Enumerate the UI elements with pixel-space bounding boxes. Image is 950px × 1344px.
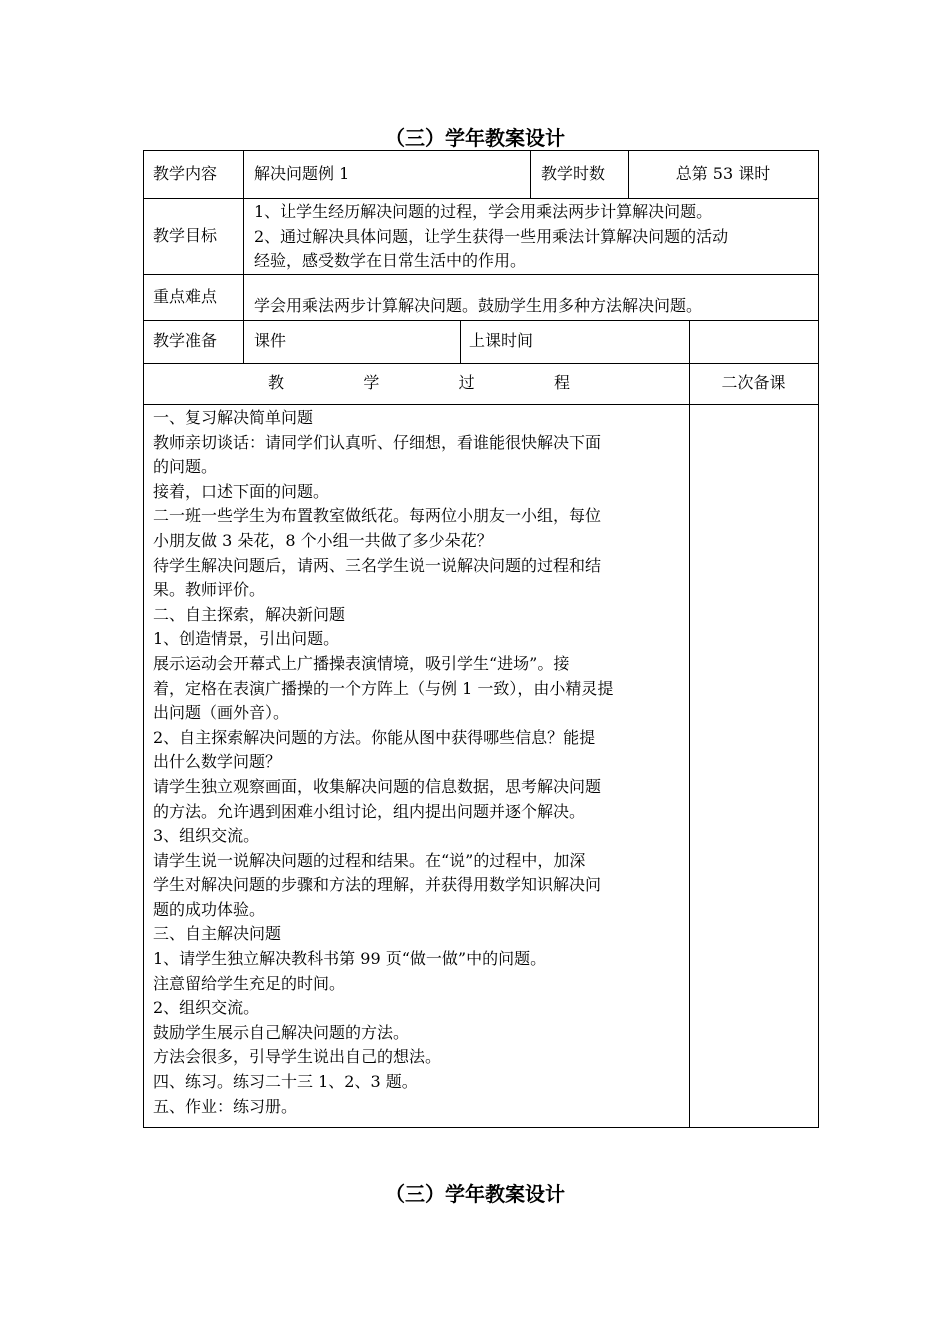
table-border [143, 320, 819, 321]
process-line: 3、组织交流。 [153, 826, 260, 846]
process-line: 请学生说一说解决问题的过程和结果。在“说”的过程中，加深 [153, 850, 586, 870]
process-header-char: 程 [553, 373, 570, 392]
second-prep-label: 二次备课 [721, 373, 786, 392]
process-line: 2、组织交流。 [153, 998, 260, 1018]
process-line: 请学生独立观察画面，收集解决问题的信息数据，思考解决问题 [153, 776, 602, 796]
process-line: 四、练习。练习二十三 1、2、3 题。 [153, 1072, 418, 1092]
page-title-2: （三）学年教案设计 [385, 1182, 565, 1206]
process-line: 的问题。 [153, 457, 218, 477]
process-line: 接着，口述下面的问题。 [153, 481, 330, 501]
process-line: 小朋友做 3 朵花，8 个小组一共做了多少朵花？ [153, 530, 493, 550]
process-line: 题的成功体验。 [153, 899, 266, 919]
process-line: 出问题（画外音）。 [153, 703, 290, 723]
hours-value: 总第 53 课时 [675, 164, 771, 183]
process-line: 果。教师评价。 [153, 580, 266, 600]
process-line: 二一班一些学生为布置教室做纸花。每两位小朋友一小组，每位 [153, 506, 602, 526]
process-content [153, 406, 683, 1119]
content-value: 解决问题例 1 [254, 164, 350, 183]
process-line: 注意留给学生充足的时间。 [153, 973, 346, 993]
process-line: 方法会很多，引导学生说出自己的想法。 [153, 1047, 442, 1067]
process-line: 1、请学生独立解决教科书第 99 页“做一做”中的问题。 [153, 949, 547, 969]
page-title: （三）学年教案设计 [385, 126, 565, 150]
process-line: 五、作业：练习册。 [153, 1096, 298, 1116]
goal-line: 1、让学生经历解决问题的过程，学会用乘法两步计算解决问题。 [254, 202, 713, 221]
process-line: 待学生解决问题后，请两、三名学生说一说解决问题的过程和结 [153, 555, 602, 575]
goal-line: 2、通过解决具体问题，让学生获得一些用乘法计算解决问题的活动 [254, 226, 729, 246]
process-line: 一、复习解决简单问题 [153, 408, 314, 427]
process-line: 出什么数学问题？ [153, 752, 282, 772]
process-header [268, 371, 570, 396]
process-line: 三、自主解决问题 [153, 924, 282, 944]
key-value: 学会用乘法两步计算解决问题。鼓励学生用多种方法解决问题。 [254, 296, 703, 315]
prep-label: 教学准备 [153, 331, 218, 350]
process-line: 鼓励学生展示自己解决问题的方法。 [153, 1022, 410, 1042]
process-line: 教师亲切谈话：请同学们认真听、仔细想，看谁能很快解决下面 [153, 432, 602, 452]
goal-text [254, 200, 728, 274]
process-header-char: 过 [458, 373, 475, 392]
table-border [143, 198, 819, 199]
process-line: 着，定格在表演广播操的一个方阵上（与例 1 一致），由小精灵提 [153, 678, 614, 698]
prep-value: 课件 [254, 331, 287, 350]
table-border [460, 320, 461, 364]
table-border [143, 1127, 819, 1128]
table-border [143, 150, 819, 151]
key-label: 重点难点 [153, 287, 218, 306]
table-border [143, 274, 819, 275]
process-line: 2、自主探索解决问题的方法。你能从图中获得哪些信息？能提 [153, 727, 596, 747]
table-border [818, 150, 819, 1128]
table-border [143, 363, 819, 364]
hours-label: 教学时数 [541, 164, 606, 183]
content-label: 教学内容 [153, 164, 218, 183]
process-header-char: 学 [363, 373, 380, 392]
process-line: 的方法。允许遇到困难小组讨论，组内提出问题并逐个解决。 [153, 801, 586, 821]
process-line: 展示运动会开幕式上广播操表演情境，吸引学生“进场”。接 [153, 653, 570, 673]
process-line: 二、自主探索，解决新问题 [153, 604, 346, 624]
process-header-char: 教 [268, 373, 285, 392]
process-line: 学生对解决问题的步骤和方法的理解，并获得用数学知识解决问 [153, 875, 602, 895]
table-border [689, 320, 690, 1128]
table-border [143, 404, 819, 405]
table-border [530, 150, 531, 199]
table-border [243, 150, 244, 364]
goal-line: 经验，感受数学在日常生活中的作用。 [254, 251, 527, 271]
time-label: 上课时间 [469, 331, 534, 350]
process-line: 1、创造情景，引出问题。 [153, 629, 340, 649]
goal-label: 教学目标 [153, 226, 218, 245]
table-border [143, 150, 144, 1128]
